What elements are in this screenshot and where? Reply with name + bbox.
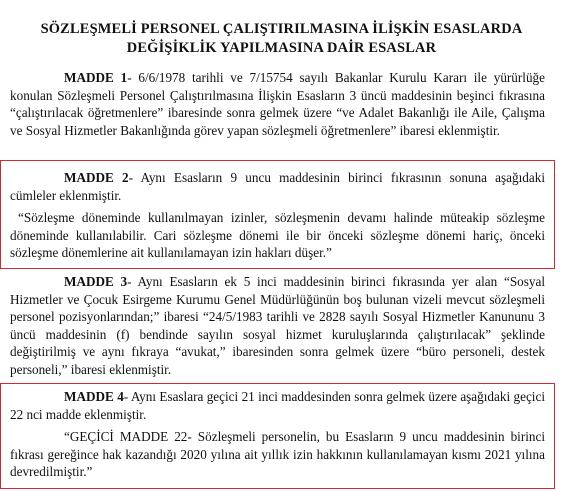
article-3-text: - Aynı Esasların ek 5 inci maddesinin birinci fıkrasında yer alan “Sosyal Hizmetler ve Çocuk Esirgeme Kurumu Genel Müdürlüğünün boş bulunan vizeli mevcut sözleşmeli personel pozisyonlarından;” ibaresi “24/5/1983 tarihli ve 2828 sayılı Sosyal Hizmetler Kanununu 3 üncü maddesinin (f) bendinde sayılın sosyal hizmet kuruluşlarında çalıştırılacak” şeklinde değiştirilmiş ve aynı fıkraya “avukat,” ibaresinden sonra gelmek üzere “büro personeli, destek personeli,” ibaresi eklenmiştir. (10, 274, 545, 377)
article-3-label: MADDE 3 (64, 274, 128, 289)
article-2-text: - Aynı Esasların 9 uncu maddesinin birinci fıkrasının sonuna aşağıdaki cümleler eklenmiştir. (10, 170, 545, 203)
article-2-quote (10, 209, 545, 262)
article-4 (10, 388, 545, 423)
article-3 (10, 273, 545, 379)
document-title-line2: DEĞİŞİKLİK YAPILMASINA DAİR ESASLAR (126, 40, 437, 56)
article-4-text: - Aynı Esaslara geçici 21 inci maddesinden sonra gelmek üzere aşağıdaki geçici 22 nci madde eklenmiştir. (10, 389, 545, 422)
article-1-label: MADDE 1 (64, 70, 128, 85)
article-4-quote-text: “GEÇİCİ MADDE 22- Sözleşmeli personelin, bu Esasların 9 uncu maddesinin birinci fıkrası gereğince hak kazandığı 2020 yılına ait yıllık izin hakkının kullanılamayan kısmı 2021 yılına devredilmiştir.” (10, 429, 545, 480)
document-title-line1: SÖZLEŞMELİ PERSONEL ÇALIŞTIRILMASINA İLİŞKİN ESASLARDA (40, 21, 523, 37)
article-4-label: MADDE 4 (64, 389, 124, 404)
article-2-label: MADDE 2 (64, 170, 129, 185)
article-2-quote-text: “Sözleşme döneminde kullanılmayan izinler, sözleşmenin devamı halinde müteakip sözleşme döneminde kullanılabilir. Cari sözleşme dönemi ile bir önceki sözleşme dönemi hariç, önceki sözleşme dönemlerine ait kullanılamayan izin hakları düşer.” (10, 210, 545, 261)
article-1 (10, 69, 545, 139)
article-2 (10, 169, 545, 204)
article-4-quote (10, 428, 545, 481)
article-1-text: - 6/6/1978 tarihli ve 7/15754 sayılı Bakanlar Kurulu Kararı ile yürürlüğe konulan Sözleşmeli Personel Çalıştırılmasına İlişkin Esasların 3 üncü maddesinin beşinci fıkrasına “çalıştırılacak öğretmenlere” ibaresinde sonra gelmek üzere “ve Adalet Bakanlığı ile Aile, Çalışma ve Sosyal Hizmetler Bakanlığında görev yapan sözleşmeli öğretmenlere” ibaresi eklenmiştir. (10, 70, 545, 138)
